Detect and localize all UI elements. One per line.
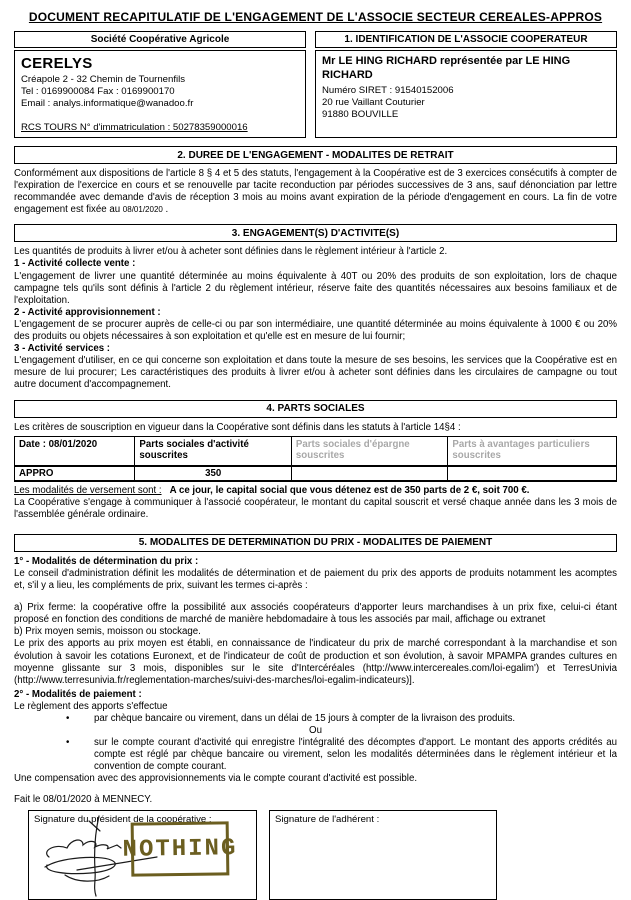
payment-bullet-1: • par chèque bancaire ou virement, dans un délai de 15 jours à compter de la livraison des produits.	[14, 713, 617, 725]
member-box-body	[315, 50, 617, 138]
identification-row	[14, 31, 617, 138]
table-header-row	[15, 436, 617, 466]
payment-modalities-label: Les modalités de versement sont :	[14, 484, 162, 496]
section4-note: La Coopérative s'engage à communiquer à l'associé coopérateur, le montant du capital souscrit et versé chaque année dans les 3 mois de l'assemblée générale ordinaire.	[14, 496, 617, 520]
section2-header: 2. DUREE DE L'ENGAGEMENT - MODALITES DE RETRAIT	[14, 146, 617, 164]
cooperative-name: CERELYS	[21, 55, 93, 72]
table-cell-parts-epargne-value	[291, 466, 448, 481]
price-determination-title: 1° - Modalités de détermination du prix :	[14, 555, 199, 567]
member-box-header: 1. IDENTIFICATION DE L'ASSOCIE COOPERATEUR	[315, 31, 617, 48]
member-signature-label: Signature de l'adhérent :	[275, 813, 380, 825]
payment-intro: Le règlement des apports s'effectue	[14, 700, 168, 712]
section4-intro: Les critères de souscription en vigueur dans la Coopérative sont définis dans les statuts à l'article 14§4 :	[14, 421, 461, 433]
page-title: DOCUMENT RECAPITULATIF DE L'ENGAGEMENT DE L'ASSOCIE SECTEUR CEREALES-APPROS	[28, 10, 603, 24]
section2-paragraph	[14, 168, 617, 216]
parts-sociales-table	[14, 436, 617, 482]
compensation-line: Une compensation avec des approvisionnements via le compte courant d'activité est possible.	[14, 773, 418, 785]
table-cell-parts-activite-value: 350	[135, 466, 292, 481]
member-box	[315, 31, 617, 138]
section2-tail: .	[162, 204, 169, 216]
activity1-title: 1 - Activité collecte vente :	[14, 258, 136, 270]
president-signature-label: Signature du président de la coopérative :	[34, 813, 212, 825]
table-cell-appro: APPRO	[15, 466, 135, 481]
activity3-body: L'engagement d'utiliser, en ce qui concerne son exploitation et dans toute la mesure de ses besoins, les services que la Coopérative est en mesure de lui procurer; Les caractéristiques des produits à livrer et/ou à acheter sont définies dans les circulaires de campagne ou tout autre document d'accompagnement.	[14, 355, 617, 391]
member-name: Mr LE HING RICHARD représentée par LE HING RICHARD	[322, 55, 571, 81]
table-header-parts-activite: Parts sociales d'activité souscrites	[135, 436, 292, 466]
payment-modalities-line	[14, 485, 617, 497]
nothing-stamp: NOTHING	[131, 821, 230, 876]
fait-le-line: Fait le 08/01/2020 à MENNECY.	[14, 793, 153, 805]
engagement-end-date: 08/01/2020	[122, 205, 163, 215]
table-header-parts-avantages: Parts à avantages particuliers souscrites	[448, 436, 617, 466]
cooperative-address: Créapole 2 - 32 Chemin de Tournenfils	[21, 74, 186, 85]
president-signature-box	[28, 810, 257, 900]
cooperative-rcs: RCS TOURS N° d'immatriculation : 50278359000016	[21, 122, 248, 133]
table-header-date: Date : 08/01/2020	[15, 436, 135, 466]
activity2-body: L'engagement de se procurer auprès de celle-ci ou par son intermédiaire, une quantité déterminée au moins équivalente à 1000 € ou 20% des produits ou objets nécessaires à son exploitation et qu'elle est en mesure de lui fournir;	[14, 318, 617, 343]
table-cell-parts-avantages-value	[448, 466, 617, 481]
section5-header: 5. MODALITES DE DETERMINATION DU PRIX - MODALITES DE PAIEMENT	[14, 534, 617, 552]
section4-header: 4. PARTS SOCIALES	[14, 400, 617, 418]
member-signature-box	[269, 810, 497, 900]
member-siret: Numéro SIRET : 91540152006	[322, 85, 454, 96]
signature-row	[14, 810, 617, 900]
activity2-title: 2 - Activité approvisionnement :	[14, 306, 161, 318]
activity1-body: L'engagement de livrer une quantité déterminée au moins équivalente à 40T ou 20% des produits de son exploitation, lors de chaque campagne tels qu'ils sont définis à l'article 2 du règlement intérieur, réserve faite des quantités nécessaires aux besoins familiaux et de l'exploitation.	[14, 270, 617, 306]
member-street: 20 rue Vaillant Couturier	[322, 97, 425, 108]
cooperative-email: Email : analys.informatique@wanadoo.fr	[21, 98, 194, 109]
price-moyen-line: b) Prix moyen semis, moisson ou stockage.	[14, 626, 201, 638]
spacer	[162, 485, 170, 496]
cooperative-tel-fax: Tel : 0169900084 Fax : 0169900170	[21, 86, 175, 97]
table-row	[15, 466, 617, 481]
cooperative-box	[14, 31, 306, 138]
cooperative-box-header: Société Coopérative Agricole	[14, 31, 306, 48]
table-header-parts-epargne: Parts sociales d'épargne souscrites	[291, 436, 448, 466]
price-moyen-body: Le prix des apports au prix moyen est établi, en connaissance de l'indicateur du prix de marché correspondant à la marchandise et son évolution à savoir les cotations Euronext, et de l'indicateur de coût de production et son évolution, à savoir MPAMPA grandes cultures en moyenne glissante sur 3 mois, disponibles sur le site d'Intercéréales (http://www.intercereales.com/loi-egalim') et TerresUnivia (http://www.terresunivia.fr/reglementation-marches/suivi-des-marches/loi-egalim-indicateurs)].	[14, 638, 617, 686]
section3-header: 3. ENGAGEMENT(S) D'ACTIVITE(S)	[14, 224, 617, 242]
payment-bullet-2: • sur le compte courant d'activité qui enregistre l'intégralité des décomptes d'apport. Le montant des apports crédités au compte est réglé par chèque bancaire ou virement, selon les modalités déterminées dans le règlement intérieur et la convention de compte courant.	[14, 737, 617, 773]
member-city: 91880 BOUVILLE	[322, 109, 399, 120]
section2-text: Conformément aux dispositions de l'article 8 § 4 et 5 des statuts, l'engagement à la Coopérative est de 3 exercices consécutifs à compter de l'expiration de l'exercice en cours et se renouvelle par tacite reconduction par périodes successives de 3 ans, sauf dénonciation par lettre recommandée avec demande d'avis de réception 3 mois au moins avant expiration de la période d'engagement en cours. La fin de votre engagement est fixée au	[14, 168, 617, 216]
cooperative-box-body	[14, 50, 306, 138]
payment-title: 2° - Modalités de paiement :	[14, 688, 142, 700]
section3-intro: Les quantités de produits à livrer et/ou à acheter sont définies dans le règlement intérieur à l'article 2.	[14, 246, 448, 258]
price-determination-body: Le conseil d'administration définit les modalités de détermination et de paiement du prix des apports de produits notamment les acomptes et, s'il y a lieu, les compléments de prix, suivant les termes ci-après :	[14, 567, 617, 592]
price-ferme-paragraph: a) Prix ferme: la coopérative offre la possibilité aux associés coopérateurs d'apporter leurs marchandises à un prix fixe, celui-ci étant proposé en fonction des conditions de marché de manière hebdomadaire à tous les associés par mail, affichage ou extranet	[14, 602, 617, 626]
activity3-title: 3 - Activité services :	[14, 343, 111, 355]
capital-social-value: A ce jour, le capital social que vous détenez est de 350 parts de 2 €, soit 700 €.	[169, 484, 530, 496]
or-separator: Ou	[309, 725, 322, 737]
